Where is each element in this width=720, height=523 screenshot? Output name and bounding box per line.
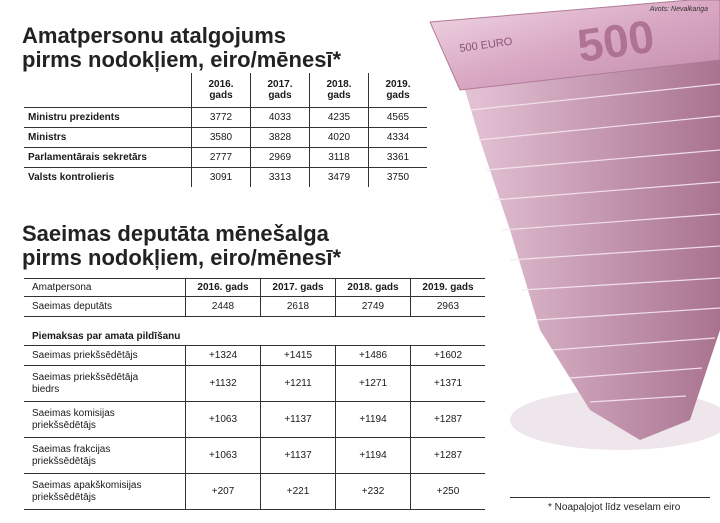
cell-value: +1063	[186, 402, 261, 438]
table-row	[24, 438, 485, 474]
table-row	[24, 366, 485, 402]
table-row	[24, 346, 485, 366]
column-header-2016: 2016. gads	[186, 279, 261, 297]
cell-value: 2969	[251, 148, 310, 168]
table1-title-line2: pirms nodokļiem, eiro/mēnesī*	[22, 47, 342, 72]
cell-value: 2618	[261, 297, 336, 317]
table1-header-2018: 2018. gads	[310, 73, 369, 108]
column-header-2017: 2017. gads	[261, 279, 336, 297]
cell-value: +1271	[336, 366, 411, 402]
cell-value: +207	[186, 474, 261, 510]
cell-value: 4565	[369, 108, 428, 128]
cell-value: 3828	[251, 128, 310, 148]
column-header-2019: 2019. gads	[411, 279, 486, 297]
cell-value: +250	[411, 474, 486, 510]
cell-value: 3118	[310, 148, 369, 168]
table1-header-2019: 2019. gads	[369, 73, 428, 108]
cell-value: +1486	[336, 346, 411, 366]
section-title: Piemaksas par amata pildīšanu	[24, 327, 485, 346]
row-label: Ministrs	[24, 128, 192, 148]
cell-value: +1194	[336, 402, 411, 438]
cell-value: +1602	[411, 346, 486, 366]
table1-corner	[24, 73, 192, 108]
deputy-salary-table	[24, 278, 485, 510]
table1-header-2016: 2016. gads	[192, 73, 251, 108]
source-credit: Avots: Nevalkariga	[649, 6, 708, 13]
cell-value: +1324	[186, 346, 261, 366]
cell-value: 3361	[369, 148, 428, 168]
row-label: Parlamentārais sekretārs	[24, 148, 192, 168]
cell-value: 4020	[310, 128, 369, 148]
table2-title-line2: pirms nodokļiem, eiro/mēnesī*	[22, 245, 342, 270]
cell-value: +232	[336, 474, 411, 510]
cell-value: +1371	[411, 366, 486, 402]
table-row	[24, 474, 485, 510]
row-label: Ministru prezidents	[24, 108, 192, 128]
row-label: Saeimas deputāts	[24, 297, 186, 317]
row-label: Saeimas priekšsēdētājs	[24, 346, 186, 366]
row-label: Saeimas frakcijas priekšsēdētājs	[24, 438, 186, 474]
row-label: Valsts kontrolieris	[24, 168, 192, 188]
cell-value: 2963	[411, 297, 486, 317]
table2-header-row	[24, 279, 485, 297]
cell-value: +1063	[186, 438, 261, 474]
cell-value: +1211	[261, 366, 336, 402]
footnote: * Noapaļojot līdz veselam eiro	[548, 502, 681, 513]
cell-value: +221	[261, 474, 336, 510]
table-row	[24, 402, 485, 438]
row-label: Saeimas apakškomisijas priekšsēdētājs	[24, 474, 186, 510]
cell-value: 3772	[192, 108, 251, 128]
table-row	[24, 128, 427, 148]
row-label: Saeimas priekšsēdētāja biedrs	[24, 366, 186, 402]
cell-value: 2749	[336, 297, 411, 317]
cell-value: +1132	[186, 366, 261, 402]
column-header-position: Amatpersona	[24, 279, 186, 297]
cell-value: 3750	[369, 168, 428, 188]
table1-title	[22, 24, 382, 72]
cell-value: 2448	[186, 297, 261, 317]
table1-header-2017: 2017. gads	[251, 73, 310, 108]
cell-value: 3313	[251, 168, 310, 188]
table2-title-line1: Saeimas deputāta mēnešalga	[22, 221, 329, 246]
cell-value: 3479	[310, 168, 369, 188]
cell-value: 3091	[192, 168, 251, 188]
table2-title	[22, 222, 382, 270]
cell-value: 3580	[192, 128, 251, 148]
table-row	[24, 297, 485, 317]
cell-value: +1287	[411, 402, 486, 438]
table-row	[24, 148, 427, 168]
section-header-row	[24, 327, 485, 346]
cell-value: +1194	[336, 438, 411, 474]
cell-value: 4033	[251, 108, 310, 128]
table-row	[24, 168, 427, 188]
officials-salary-table	[24, 73, 427, 187]
svg-text:500: 500	[574, 9, 658, 72]
footnote-divider	[510, 497, 710, 498]
cell-value: 4235	[310, 108, 369, 128]
cell-value: 2777	[192, 148, 251, 168]
table1-title-line1: Amatpersonu atalgojums	[22, 23, 287, 48]
cell-value: 4334	[369, 128, 428, 148]
row-label: Saeimas komisijas priekšsēdētājs	[24, 402, 186, 438]
spacer	[24, 317, 485, 328]
svg-text:500 EURO: 500 EURO	[458, 35, 514, 55]
cell-value: +1137	[261, 402, 336, 438]
cell-value: +1287	[411, 438, 486, 474]
column-header-2018: 2018. gads	[336, 279, 411, 297]
cell-value: +1137	[261, 438, 336, 474]
table-row	[24, 108, 427, 128]
cell-value: +1415	[261, 346, 336, 366]
